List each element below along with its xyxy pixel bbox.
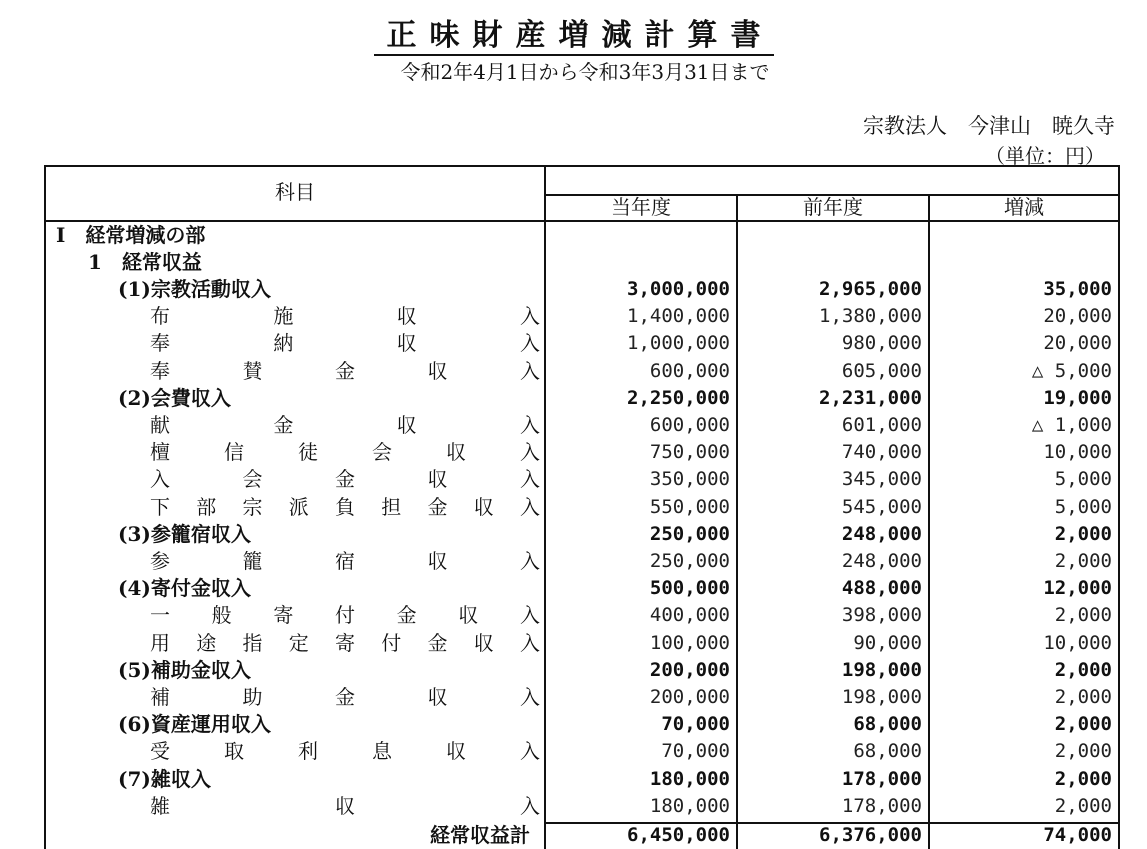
section-label: I 経常増減の部 [56, 223, 206, 247]
item-label [150, 548, 540, 575]
category-row [46, 711, 1118, 738]
unit-label: （単位：円） [985, 144, 1105, 168]
amount-current: 750,000 [649, 441, 730, 464]
category-row [46, 385, 1118, 412]
item-label [150, 684, 540, 711]
amount-current: 200,000 [649, 686, 730, 708]
amount-current: 250,000 [649, 522, 730, 545]
amount-previous: 90,000 [853, 631, 922, 654]
amount-previous: 198,000 [841, 658, 922, 681]
amount-current: 400,000 [649, 604, 730, 627]
item-label-char: 補 [150, 685, 170, 709]
item-label-char: 収 [396, 331, 417, 356]
item-label-char: 入 [520, 467, 540, 492]
amount-current: 1,000,000 [627, 332, 730, 355]
amount-change: 2,000 [1054, 604, 1112, 627]
item-label [150, 466, 540, 493]
category-label: (5)補助金収入 [118, 657, 251, 682]
organization-name: 宗教法人 今津山 暁久寺 [863, 114, 1115, 138]
item-label-char: 受 [150, 739, 170, 764]
item-label-char: 入 [519, 603, 540, 628]
amount-current: 2,250,000 [627, 386, 730, 409]
section-row [46, 222, 1118, 249]
item-label-char: 途 [196, 630, 217, 655]
amount-previous: 198,000 [841, 686, 922, 708]
item-label-char: 金 [335, 467, 355, 492]
amount-change: 20,000 [1043, 305, 1112, 328]
amount-change: 2,000 [1054, 550, 1112, 572]
item-label-char: 入 [520, 685, 540, 709]
item-label-char: 奉 [150, 358, 170, 383]
item-label-char: 利 [298, 739, 318, 764]
item-label-char: 息 [372, 739, 392, 764]
item-label-char: 入 [520, 739, 540, 764]
amount-change: 12,000 [1043, 577, 1112, 600]
category-row [46, 657, 1118, 684]
item-label-char: 寄 [273, 603, 294, 628]
item-label [150, 630, 540, 657]
item-label-char: 負 [335, 494, 355, 519]
amount-change: 2,000 [1054, 767, 1112, 790]
item-label-char: 金 [427, 494, 448, 519]
item-label-char: 奉 [150, 331, 170, 356]
item-label-char: 入 [520, 440, 540, 465]
item-label-char: 寄 [335, 630, 355, 655]
statement-table [44, 165, 1120, 849]
item-label-char: 会 [372, 440, 392, 465]
header-subject: 科目 [275, 180, 315, 204]
item-row [46, 412, 1118, 439]
item-label-char: 雑 [150, 793, 170, 818]
item-label [150, 494, 540, 521]
item-label-char: 付 [334, 603, 355, 628]
amount-current: 70,000 [661, 713, 730, 736]
item-label-char: 派 [288, 494, 309, 519]
category-label: (2)会費収入 [118, 385, 231, 410]
item-row [46, 548, 1118, 575]
amount-current: 6,450,000 [627, 824, 730, 846]
amount-current: 100,000 [649, 631, 730, 654]
amount-current: 500,000 [649, 577, 730, 600]
amount-change: 5,000 [1054, 495, 1112, 518]
item-label-char: 収 [446, 739, 466, 764]
item-label-char: 入 [520, 630, 540, 655]
item-label-char: 入 [520, 793, 540, 818]
category-row [46, 276, 1118, 303]
amount-current: 70,000 [661, 740, 730, 763]
category-label: (3)参籠宿収入 [118, 521, 251, 546]
item-label-char: 金 [396, 603, 417, 628]
amount-previous: 601,000 [841, 414, 922, 436]
header-top-band [544, 167, 1120, 196]
item-label-char: 一 [150, 603, 170, 628]
amount-previous: 345,000 [841, 468, 922, 491]
amount-previous: 248,000 [841, 550, 922, 572]
amount-previous: 248,000 [841, 522, 922, 545]
header-change: 増減 [928, 194, 1118, 220]
item-row [46, 602, 1118, 629]
category-label: (7)雑収入 [118, 766, 211, 791]
item-label-char: 付 [381, 630, 402, 655]
item-label-char: 般 [211, 603, 232, 628]
amount-change: 74,000 [1043, 824, 1112, 846]
item-label-char: 献 [150, 413, 170, 437]
amount-current: 550,000 [649, 495, 730, 518]
item-label-char: 収 [473, 630, 494, 655]
amount-previous: 2,231,000 [819, 386, 922, 409]
amount-previous: 68,000 [853, 740, 922, 763]
total-label: 経常収益計 [430, 823, 530, 847]
amount-previous: 605,000 [841, 359, 922, 382]
item-row [46, 439, 1118, 466]
item-label-char: 宿 [335, 549, 355, 573]
item-label-char: 収 [427, 358, 448, 383]
item-label-char: 下 [150, 494, 170, 519]
item-label-char: 籠 [242, 549, 263, 573]
amount-change: 35,000 [1043, 278, 1112, 300]
amount-current: 180,000 [649, 794, 730, 817]
amount-change: 20,000 [1043, 332, 1112, 355]
category-row [46, 575, 1118, 602]
amount-change: △ 5,000 [1031, 359, 1112, 382]
item-label-char: 収 [335, 793, 355, 818]
amount-previous: 398,000 [841, 604, 922, 627]
amount-previous: 2,965,000 [819, 278, 922, 300]
document-title: 正味財産増減計算書 [0, 10, 1147, 54]
amount-change: 10,000 [1043, 631, 1112, 654]
header-current-year: 当年度 [544, 194, 736, 220]
item-label [150, 358, 540, 385]
item-label-char: 収 [396, 304, 417, 329]
amount-change: 2,000 [1054, 522, 1112, 545]
category-label: (6)資産運用収入 [118, 712, 271, 737]
item-label-char: 宗 [242, 494, 263, 519]
amount-change: △ 1,000 [1031, 414, 1112, 436]
amount-previous: 6,376,000 [819, 824, 922, 846]
amount-change: 10,000 [1043, 441, 1112, 464]
item-label [150, 330, 540, 357]
item-row [46, 303, 1118, 330]
category-label: (4)寄付金収入 [118, 576, 251, 601]
item-label [150, 602, 540, 629]
item-label-char: 施 [273, 304, 294, 329]
table-header [46, 167, 1118, 222]
item-label-char: 会 [242, 467, 263, 492]
amount-change: 2,000 [1054, 713, 1112, 736]
item-label-char: 檀 [150, 440, 170, 465]
item-label-char: 金 [273, 413, 294, 437]
item-label-char: 定 [288, 630, 309, 655]
item-label-char: 用 [150, 630, 170, 655]
item-label [150, 439, 540, 466]
amount-previous: 980,000 [841, 332, 922, 355]
item-label-char: 入 [519, 413, 540, 437]
item-label-char: 入 [519, 304, 540, 329]
period-text: 令和2年4月1日から令和3年3月31日まで [400, 60, 770, 84]
item-label-char: 収 [446, 440, 466, 465]
item-label-char: 入 [519, 331, 540, 356]
item-label-char: 入 [520, 358, 540, 383]
category-label: (1)宗教活動収入 [118, 277, 271, 301]
amount-previous: 178,000 [841, 767, 922, 790]
item-label [150, 793, 540, 820]
category-row [46, 766, 1118, 793]
amount-previous: 740,000 [841, 441, 922, 464]
item-label-char: 参 [150, 549, 170, 573]
amount-change: 2,000 [1054, 794, 1112, 817]
amount-previous: 545,000 [841, 495, 922, 518]
amount-previous: 1,380,000 [819, 305, 922, 328]
item-label-char: 指 [242, 630, 263, 655]
item-label-char: 徒 [298, 440, 318, 465]
item-row [46, 630, 1118, 657]
subsection-label: 1 経常収益 [88, 250, 202, 274]
item-label-char: 入 [520, 549, 540, 573]
item-label-char: 賛 [242, 358, 263, 383]
amount-current: 250,000 [649, 550, 730, 572]
amount-current: 200,000 [649, 658, 730, 681]
item-label-char: 金 [427, 630, 448, 655]
item-label-char: 金 [335, 358, 355, 383]
item-row [46, 494, 1118, 521]
amount-previous: 178,000 [841, 794, 922, 817]
item-row [46, 358, 1118, 385]
item-row [46, 466, 1118, 493]
item-label-char: 収 [473, 494, 494, 519]
item-label-char: 収 [427, 549, 448, 573]
amount-current: 3,000,000 [627, 278, 730, 300]
item-label [150, 738, 540, 765]
item-label [150, 412, 540, 439]
item-label-char: 収 [458, 603, 479, 628]
item-label-char: 入 [150, 467, 170, 492]
amount-current: 350,000 [649, 468, 730, 491]
item-label [150, 303, 540, 330]
item-label-char: 取 [224, 739, 244, 764]
item-label-char: 布 [150, 304, 170, 329]
amount-current: 180,000 [649, 767, 730, 790]
category-row [46, 521, 1118, 548]
amount-current: 600,000 [649, 414, 730, 436]
amount-change: 2,000 [1054, 686, 1112, 708]
item-label-char: 部 [196, 494, 217, 519]
total-row [46, 822, 1118, 849]
header-previous-year: 前年度 [736, 194, 928, 220]
item-label-char: 入 [520, 494, 540, 519]
amount-current: 1,400,000 [627, 305, 730, 328]
item-row [46, 738, 1118, 765]
item-label-char: 金 [335, 685, 355, 709]
item-label-char: 収 [396, 413, 417, 437]
amount-change: 2,000 [1054, 740, 1112, 763]
amount-previous: 68,000 [853, 713, 922, 736]
amount-change: 19,000 [1043, 386, 1112, 409]
item-label-char: 収 [427, 467, 448, 492]
item-row [46, 684, 1118, 711]
subsection-row [46, 249, 1118, 276]
item-label-char: 納 [273, 331, 294, 356]
item-row [46, 793, 1118, 820]
item-label-char: 助 [242, 685, 263, 709]
item-label-char: 信 [224, 440, 244, 465]
amount-change: 2,000 [1054, 658, 1112, 681]
amount-current: 600,000 [649, 359, 730, 382]
item-label-char: 担 [381, 494, 402, 519]
item-row [46, 330, 1118, 357]
amount-previous: 488,000 [841, 577, 922, 600]
item-label-char: 収 [427, 685, 448, 709]
amount-change: 5,000 [1054, 468, 1112, 491]
